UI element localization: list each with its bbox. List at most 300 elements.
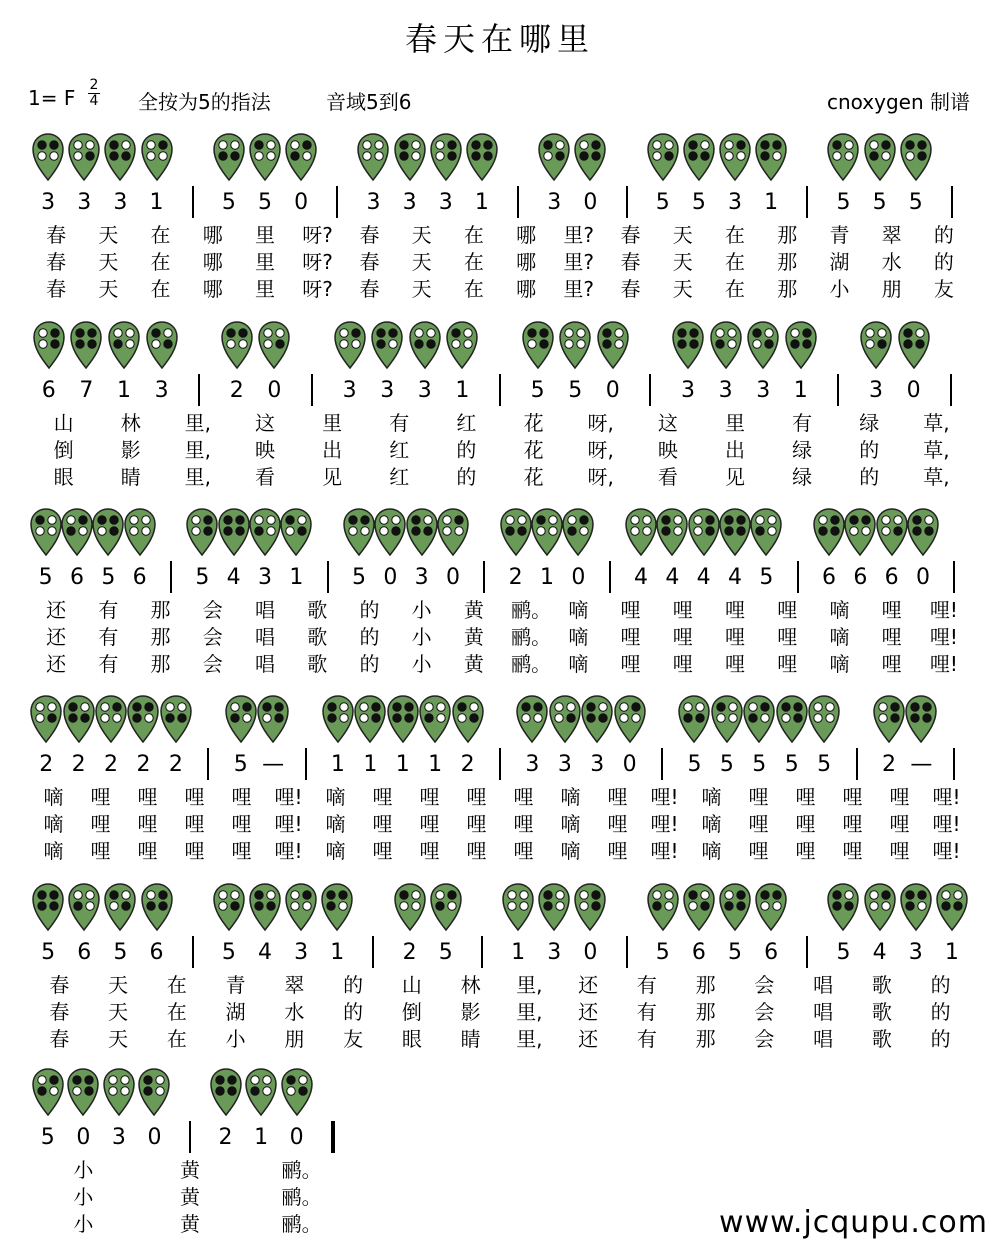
- lyric-char: 在: [150, 277, 171, 301]
- jianpu-note: 1: [289, 565, 304, 590]
- lyric-char: 的: [930, 1000, 951, 1024]
- bar-line: [372, 936, 374, 968]
- ocarina-fingering-icon: [843, 507, 877, 557]
- lyric-char: 哩: [748, 812, 769, 836]
- bar-line: [499, 374, 501, 406]
- ocarina-fingering-icon: [754, 132, 788, 182]
- lyric-char: 在: [725, 277, 745, 301]
- lyric-char: 青: [225, 973, 246, 997]
- lyric-char: 呀?: [302, 250, 333, 274]
- ocarina-fingering-icon: [94, 694, 128, 744]
- lyric-char: 哩!: [274, 839, 303, 863]
- lyric-char: 小: [829, 277, 850, 301]
- lyric-char: 哩: [466, 812, 487, 836]
- lyric-char: 还: [46, 598, 67, 622]
- jianpu-note: 6: [822, 565, 836, 590]
- lyric-char: 唱: [813, 973, 834, 997]
- jianpu-note: 3: [525, 752, 540, 777]
- lyric-char: 春: [359, 223, 380, 247]
- ocarina-fingering-icon: [899, 882, 933, 932]
- ocarina-fingering-icon: [103, 132, 137, 182]
- lyric-char: 绿: [859, 411, 880, 435]
- lyric-char: 水: [284, 1000, 305, 1024]
- jianpu-note: 6: [77, 940, 92, 965]
- jianpu-note: 3: [77, 190, 92, 215]
- jianpu-note: 1: [944, 940, 959, 965]
- lyric-char: 春: [49, 1000, 70, 1024]
- jianpu-note: 6: [132, 565, 147, 590]
- lyric-char: 在: [725, 223, 745, 247]
- lyric-char: 哩: [607, 785, 628, 809]
- lyric-char: 哩!: [929, 652, 958, 676]
- time-numerator: 2: [89, 77, 99, 93]
- jianpu-note: 1: [395, 752, 410, 777]
- ocarina-fingering-icon: [224, 694, 258, 744]
- lyric-char: 看: [255, 465, 275, 489]
- lyric-char: 哩: [90, 812, 111, 836]
- lyric-char: 歌: [871, 1000, 892, 1024]
- ocarina-fingering-icon: [256, 694, 290, 744]
- lyric-char: 这: [657, 411, 678, 435]
- jianpu-note: 5: [38, 565, 53, 590]
- ocarina-fingering-icon: [279, 507, 313, 557]
- ocarina-fingering-icon: [859, 320, 893, 370]
- lyric-char: 看: [657, 465, 678, 489]
- jianpu-note: 5: [655, 940, 670, 965]
- lyric-char: 翠: [284, 973, 305, 997]
- ocarina-fingering-icon: [321, 694, 355, 744]
- lyric-char: 哩: [881, 598, 902, 622]
- lyric-char: 哩: [372, 812, 393, 836]
- ocarina-fingering-icon: [209, 1067, 243, 1117]
- ocarina-fingering-icon: [212, 132, 246, 182]
- ocarina-fingering-icon: [342, 507, 376, 557]
- jianpu-note: 4: [728, 565, 742, 590]
- jianpu-note: 0: [294, 190, 309, 215]
- jianpu-note: 3: [113, 190, 128, 215]
- ocarina-fingering-icon: [677, 694, 711, 744]
- ocarina-fingering-icon: [904, 694, 938, 744]
- lyric-char: 哩: [777, 652, 798, 676]
- jianpu-note: 5: [41, 940, 56, 965]
- lyric-char: 草,: [923, 438, 950, 462]
- bar-line: [207, 748, 209, 780]
- lyric-char: 春: [620, 277, 641, 301]
- jianpu-note: 4: [696, 565, 711, 590]
- jianpu-note: 2: [71, 752, 86, 777]
- jianpu-note: 5: [258, 190, 272, 215]
- ocarina-fingering-icon: [746, 320, 780, 370]
- lyric-char: 嘀: [43, 812, 64, 836]
- jianpu-note: 3: [869, 378, 883, 403]
- jianpu-note: 0: [571, 565, 586, 590]
- ocarina-fingering-icon: [123, 507, 157, 557]
- lyric-char: 呀,: [587, 438, 614, 462]
- lyric-char: 哩: [90, 785, 111, 809]
- ocarina-fingering-icon: [29, 694, 63, 744]
- lyric-char: 春: [620, 250, 641, 274]
- lyric-char: 的: [343, 1000, 364, 1024]
- lyric-char: 哩: [795, 812, 816, 836]
- lyric-char: 天: [672, 277, 693, 301]
- lyric-char: 呀?: [302, 277, 333, 301]
- jianpu-note: 3: [438, 190, 453, 215]
- lyric-char: 倒: [53, 438, 74, 462]
- lyric-char: 红: [389, 438, 410, 462]
- lyric-char: 小: [411, 652, 432, 676]
- jianpu-note: 1: [330, 940, 345, 965]
- lyric-char: 那: [695, 1027, 716, 1051]
- lyric-char: 鹂。: [511, 625, 552, 649]
- lyric-char: 哩: [672, 598, 693, 622]
- ocarina-fingering-icon: [935, 882, 969, 932]
- ocarina-fingering-icon: [429, 882, 463, 932]
- author-credit: cnoxygen 制谱: [827, 90, 970, 114]
- jianpu-note: 2: [229, 378, 244, 403]
- jianpu-note: 1: [455, 378, 470, 403]
- jianpu-note: 3: [414, 565, 429, 590]
- ocarina-fingering-icon: [373, 507, 407, 557]
- lyric-char: 在: [463, 277, 484, 301]
- lyric-char: 哩: [372, 785, 393, 809]
- bar-line: [198, 374, 200, 406]
- jianpu-note: 0: [583, 190, 598, 215]
- lyric-char: 绿: [792, 438, 813, 462]
- lyric-char: 的: [359, 652, 380, 676]
- jianpu-note: 5: [908, 190, 923, 215]
- lyric-char: 嘀: [43, 785, 64, 809]
- lyric-char: 见: [322, 465, 343, 489]
- lyric-char: 歌: [307, 652, 328, 676]
- ocarina-fingering-icon: [521, 320, 555, 370]
- lyric-char: 哩!: [929, 598, 958, 622]
- lyric-char: 哩!: [274, 812, 303, 836]
- jianpu-note: 6: [691, 940, 706, 965]
- lyric-char: 黄: [463, 625, 484, 649]
- jianpu-note: 1: [330, 752, 345, 777]
- jianpu-note: 5: [438, 940, 453, 965]
- lyric-char: 的: [456, 438, 477, 462]
- ocarina-fingering-icon: [537, 132, 571, 182]
- lyric-char: 还: [578, 1000, 599, 1024]
- jianpu-note: 5: [113, 940, 128, 965]
- lyric-char: 哪: [202, 250, 223, 274]
- lyric-char: 呀,: [587, 465, 614, 489]
- ocarina-fingering-icon: [185, 507, 219, 557]
- ocarina-fingering-icon: [682, 132, 716, 182]
- jianpu-note: 0: [906, 378, 921, 403]
- lyric-char: 哩: [672, 625, 693, 649]
- jianpu-note: 3: [590, 752, 605, 777]
- lyric-char: 在: [166, 973, 187, 997]
- lyric-char: 映: [255, 438, 275, 462]
- lyric-char: 哩!: [932, 812, 961, 836]
- lyric-char: 花: [523, 465, 544, 489]
- ocarina-fingering-icon: [244, 1067, 278, 1117]
- lyric-char: 哩: [466, 785, 487, 809]
- ocarina-fingering-icon: [655, 507, 689, 557]
- ocarina-fingering-icon: [212, 882, 246, 932]
- bar-line: [170, 561, 172, 593]
- lyric-char: 春: [359, 277, 380, 301]
- lyric-char: 哩: [419, 785, 440, 809]
- lyric-char: 哩: [513, 785, 534, 809]
- ocarina-fingering-icon: [530, 507, 564, 557]
- ocarina-fingering-icon: [671, 320, 705, 370]
- lyric-char: 出: [725, 438, 745, 462]
- lyric-char: 哩: [419, 839, 440, 863]
- lyric-char: 嘀: [568, 625, 589, 649]
- lyric-char: 鹂。: [281, 1158, 322, 1182]
- ocarina-fingering-icon: [356, 132, 390, 182]
- lyric-char: 里,: [516, 1000, 543, 1024]
- lyric-char: 倒: [401, 1000, 422, 1024]
- ocarina-fingering-icon: [284, 132, 318, 182]
- bar-line: [951, 186, 953, 218]
- lyric-char: 哩: [725, 652, 745, 676]
- jianpu-note: 5: [728, 940, 742, 965]
- jianpu-note: 3: [718, 378, 733, 403]
- lyric-char: 哩: [231, 839, 252, 863]
- lyric-char: 哩!: [932, 839, 961, 863]
- ocarina-fingering-icon: [749, 507, 783, 557]
- score-line: [0, 880, 1000, 1060]
- lyric-char: 有: [636, 973, 657, 997]
- lyric-char: 春: [46, 277, 67, 301]
- lyric-char: 嘀: [325, 839, 346, 863]
- lyric-char: 嘀: [701, 812, 722, 836]
- lyric-char: 还: [578, 973, 599, 997]
- lyric-char: 天: [108, 973, 129, 997]
- ocarina-fingering-icon: [60, 507, 94, 557]
- jianpu-note: 6: [149, 940, 164, 965]
- lyric-char: 哪: [202, 223, 223, 247]
- bar-line: [626, 186, 628, 218]
- lyric-char: 出: [322, 438, 343, 462]
- lyric-char: 还: [578, 1027, 599, 1051]
- lyric-char: 小: [73, 1158, 94, 1182]
- lyric-char: 这: [255, 411, 275, 435]
- jianpu-note: 0: [76, 1125, 91, 1150]
- song-title: 春天在哪里: [404, 20, 595, 58]
- ocarina-fingering-icon: [393, 882, 427, 932]
- lyric-char: 哩: [842, 839, 863, 863]
- lyric-char: 嘀: [43, 839, 64, 863]
- lyric-char: 的: [859, 465, 880, 489]
- lyric-char: 哩: [725, 625, 745, 649]
- lyric-char: 哩: [137, 785, 158, 809]
- lyric-char: 红: [456, 411, 477, 435]
- lyric-char: 里,: [184, 438, 212, 462]
- ocarina-fingering-icon: [561, 507, 595, 557]
- ocarina-fingering-icon: [573, 882, 607, 932]
- lyric-char: 黄: [180, 1212, 200, 1236]
- bar-line: [953, 748, 955, 780]
- jianpu-note: 3: [258, 565, 272, 590]
- ocarina-fingering-icon: [102, 1067, 136, 1117]
- ocarina-fingering-icon: [863, 132, 897, 182]
- jianpu-note: 3: [417, 378, 432, 403]
- jianpu-note: 5: [101, 565, 116, 590]
- ocarina-fingering-icon: [436, 507, 470, 557]
- lyric-char: 唱: [813, 1027, 834, 1051]
- jianpu-note: 3: [154, 378, 169, 403]
- ocarina-fingering-icon: [418, 694, 452, 744]
- lyric-char: 有: [636, 1000, 657, 1024]
- lyric-char: 绿: [792, 465, 813, 489]
- lyric-char: 哩: [372, 839, 393, 863]
- lyric-char: 湖: [225, 1000, 246, 1024]
- jianpu-note: 2: [218, 1125, 233, 1150]
- ocarina-fingering-icon: [429, 132, 463, 182]
- lyric-char: 友: [933, 277, 954, 301]
- jianpu-note: 5: [40, 1125, 55, 1150]
- lyric-char: 哪: [516, 277, 537, 301]
- lyric-char: 的: [343, 973, 364, 997]
- bar-line: [192, 936, 194, 968]
- lyric-char: 哩: [184, 812, 205, 836]
- score-line: [0, 318, 1000, 498]
- jianpu-note: 3: [366, 190, 381, 215]
- bar-line: [517, 186, 519, 218]
- ocarina-fingering-icon: [145, 320, 179, 370]
- lyric-char: 嘀: [568, 598, 589, 622]
- bar-line: [189, 1121, 191, 1153]
- jianpu-note: 0: [446, 565, 460, 590]
- jianpu-note: 4: [226, 565, 241, 590]
- ocarina-fingering-icon: [248, 132, 282, 182]
- jianpu-note: 1: [117, 378, 131, 403]
- lyric-char: 小: [411, 625, 432, 649]
- ocarina-fingering-icon: [826, 132, 860, 182]
- jianpu-note: —: [262, 752, 285, 777]
- ocarina-fingering-icon: [386, 694, 420, 744]
- jianpu-note: 5: [784, 752, 799, 777]
- ocarina-fingering-icon: [718, 507, 752, 557]
- time-signature: [88, 78, 100, 109]
- ocarina-fingering-icon: [646, 132, 680, 182]
- lyric-char: 哩: [620, 598, 641, 622]
- lyric-char: 有: [98, 598, 119, 622]
- site-watermark: www.jcqupu.com: [719, 1205, 988, 1240]
- lyric-char: 哩: [748, 785, 769, 809]
- ocarina-fingering-icon: [872, 694, 906, 744]
- lyric-char: 哩!: [650, 785, 679, 809]
- ocarina-fingering-icon: [353, 694, 387, 744]
- lyric-char: 里: [725, 411, 745, 435]
- lyric-char: 哩: [90, 839, 111, 863]
- jianpu-note: 5: [687, 752, 702, 777]
- jianpu-note: 2: [402, 940, 417, 965]
- lyric-char: 哩: [231, 785, 252, 809]
- lyric-char: 那: [777, 277, 798, 301]
- bar-line: [311, 374, 313, 406]
- ocarina-fingering-icon: [220, 320, 254, 370]
- ocarina-fingering-icon: [863, 882, 897, 932]
- jianpu-note: 1: [793, 378, 808, 403]
- lyric-char: 那: [150, 598, 171, 622]
- ocarina-fingering-icon: [62, 694, 96, 744]
- jianpu-note: 5: [817, 752, 832, 777]
- lyric-char: 林: [460, 973, 481, 997]
- ocarina-fingering-icon: [159, 694, 193, 744]
- ocarina-fingering-icon: [558, 320, 592, 370]
- ocarina-fingering-icon: [875, 507, 909, 557]
- bar-line: [626, 936, 628, 968]
- ocarina-fingering-icon: [140, 882, 174, 932]
- lyric-char: 哩: [842, 785, 863, 809]
- lyric-char: 哩: [231, 812, 252, 836]
- lyric-char: 有: [98, 625, 119, 649]
- lyric-char: 会: [754, 1027, 775, 1051]
- lyric-char: 春: [620, 223, 641, 247]
- lyric-char: 天: [411, 223, 432, 247]
- ocarina-fingering-icon: [754, 882, 788, 932]
- lyric-char: 翠: [881, 223, 902, 247]
- lyric-char: 嘀: [325, 785, 346, 809]
- ocarina-fingering-icon: [284, 882, 318, 932]
- lyric-char: 哩: [466, 839, 487, 863]
- lyric-char: 天: [411, 250, 432, 274]
- lyric-char: 唱: [255, 652, 275, 676]
- lyric-char: 天: [98, 223, 119, 247]
- lyric-char: 水: [881, 250, 902, 274]
- lyric-char: 会: [754, 973, 775, 997]
- jianpu-note: 0: [267, 378, 282, 403]
- jianpu-note: 0: [147, 1125, 162, 1150]
- bar-line: [661, 748, 663, 780]
- lyric-char: 哩: [137, 812, 158, 836]
- jianpu-note: 2: [136, 752, 151, 777]
- lyric-char: 哩: [795, 785, 816, 809]
- jianpu-note: 0: [289, 1125, 304, 1150]
- lyric-char: 山: [401, 973, 422, 997]
- lyric-char: 唱: [255, 598, 275, 622]
- lyric-char: 哩: [620, 652, 641, 676]
- ocarina-fingering-icon: [807, 694, 841, 744]
- ocarina-fingering-icon: [248, 507, 282, 557]
- ocarina-fingering-icon: [445, 320, 479, 370]
- jianpu-note: 3: [557, 752, 572, 777]
- ocarina-fingering-icon: [613, 694, 647, 744]
- lyric-char: 哩: [620, 625, 641, 649]
- lyric-char: 鹂。: [281, 1212, 322, 1236]
- ocarina-fingering-icon: [405, 507, 439, 557]
- bar-line: [499, 748, 501, 780]
- lyric-char: 湖: [829, 250, 850, 274]
- lyric-char: 哩: [184, 785, 205, 809]
- bar-line: [336, 186, 338, 218]
- ocarina-fingering-icon: [775, 694, 809, 744]
- lyric-char: 嘀: [829, 625, 850, 649]
- lyric-char: 哩: [889, 812, 910, 836]
- lyric-char: 里: [255, 250, 275, 274]
- lyric-char: 哩: [881, 625, 902, 649]
- ocarina-fingering-icon: [784, 320, 818, 370]
- lyric-char: 还: [46, 652, 67, 676]
- jianpu-note: 1: [254, 1125, 269, 1150]
- ocarina-fingering-icon: [91, 507, 125, 557]
- jianpu-note: 3: [342, 378, 357, 403]
- lyric-char: 眼: [401, 1027, 422, 1051]
- lyric-char: 鹂。: [281, 1185, 322, 1209]
- jianpu-note: 6: [884, 565, 899, 590]
- jianpu-note: 1: [540, 565, 554, 590]
- jianpu-note: 3: [547, 940, 562, 965]
- lyric-char: 天: [98, 277, 119, 301]
- jianpu-note: 3: [294, 940, 309, 965]
- ocarina-fingering-icon: [537, 882, 571, 932]
